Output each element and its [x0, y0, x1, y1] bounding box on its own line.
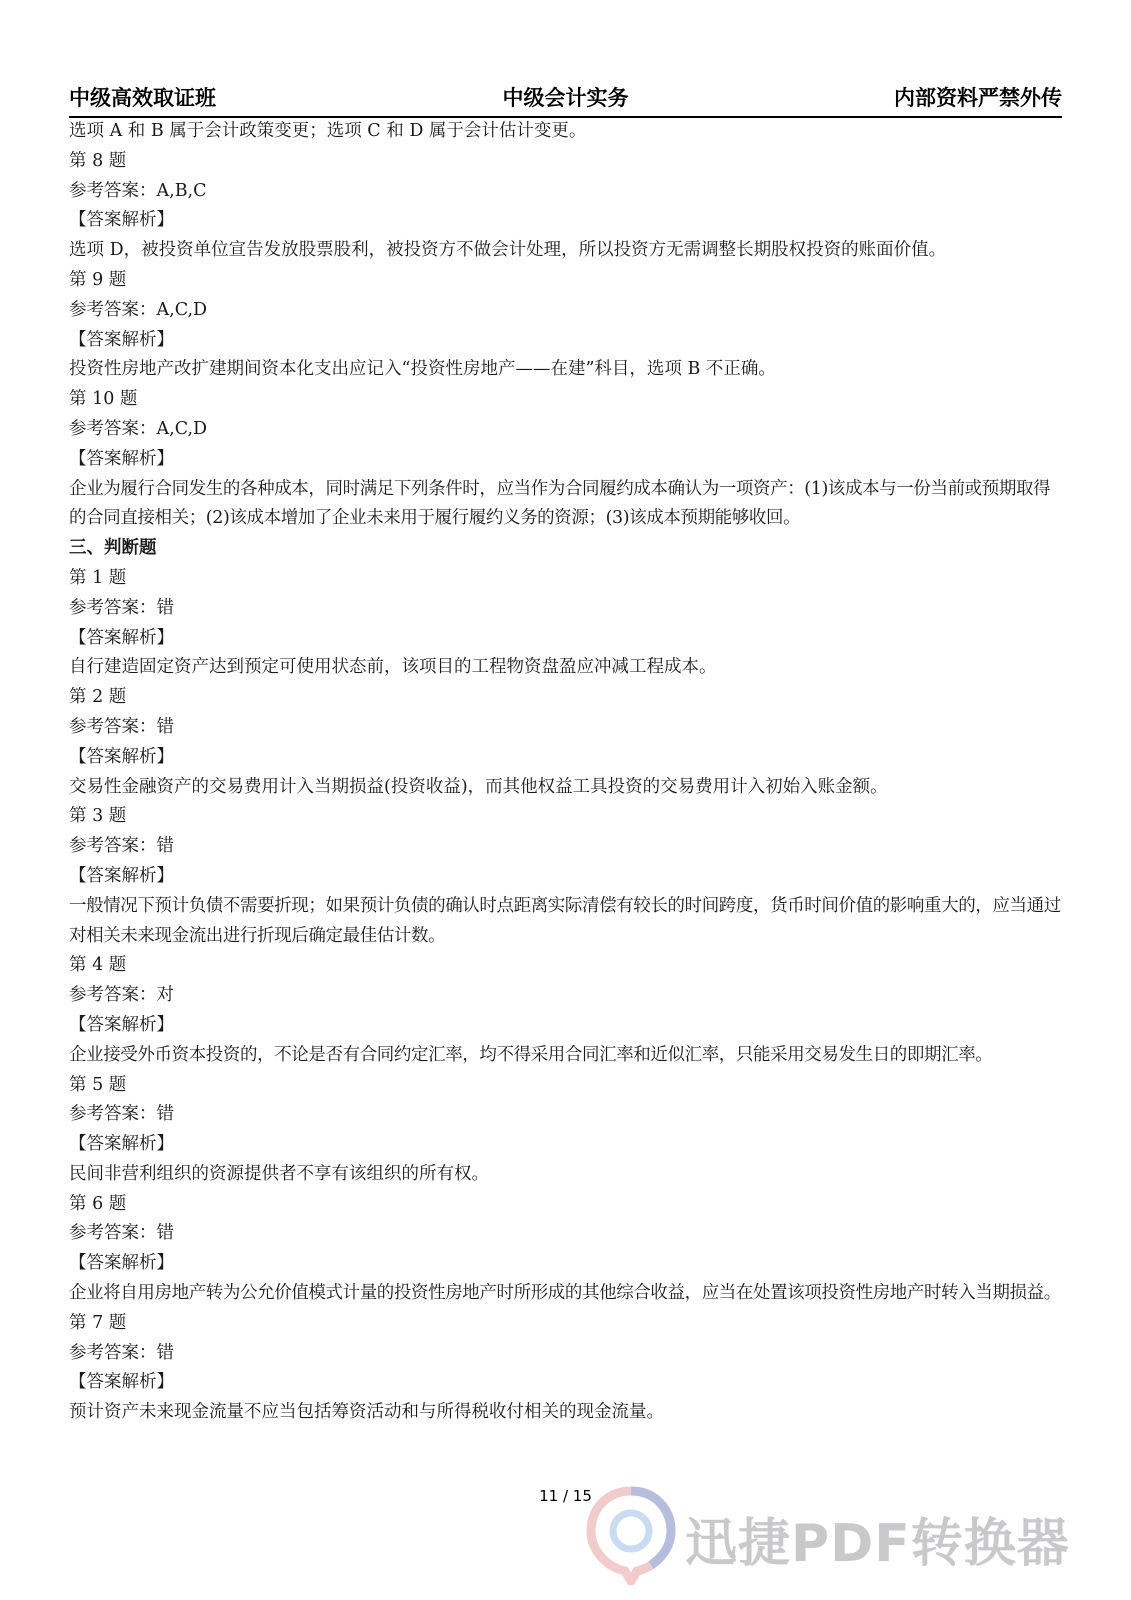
text-line: 第 2 题 — [69, 687, 127, 708]
text-line: 【答案解析】 — [69, 1014, 174, 1035]
text-line: 第 9 题 — [69, 269, 127, 290]
text-line: 第 10 题 — [69, 389, 138, 410]
text-line: 【答案解析】 — [69, 1134, 174, 1155]
text-line: 自行建造固定资产达到预定可使用状态前，该项目的工程物资盘盈应冲减工程成本。 — [69, 657, 717, 678]
text-line: 企业接受外币资本投资的，不论是否有合同约定汇率，均不得采用合同汇率和近似汇率，只能采用交易发生日的即期汇率。 — [69, 1044, 993, 1065]
text-line: 预计资产未来现金流量不应当包括筹资活动和与所得税收付相关的现金流量。 — [69, 1402, 664, 1423]
text-line: 第 7 题 — [69, 1312, 127, 1333]
text-line: 【答案解析】 — [69, 865, 174, 886]
text-line: 参考答案：错 — [69, 597, 174, 618]
text-line: 投资性房地产改扩建期间资本化支出应记入“投资性房地产——在建”科目，选项 B 不正确。 — [69, 359, 776, 380]
text-line: 第 8 题 — [69, 150, 127, 171]
watermark-text: 迅捷PDF转换器 — [685, 1514, 1070, 1574]
text-line: 参考答案：对 — [69, 985, 174, 1006]
page-header — [69, 80, 1062, 118]
text-line: 企业将自用房地产转为公允价值模式计量的投资性房地产时所形成的其他综合收益，应当在处置该项投资性房地产时转入当期损益。 — [69, 1283, 1061, 1304]
header-center-title: 中级会计实务 — [502, 86, 629, 110]
header-right-title: 内部资料严禁外传 — [894, 86, 1062, 110]
text-line: 【答案解析】 — [69, 746, 174, 767]
text-line: 参考答案：错 — [69, 1223, 174, 1244]
text-line: 选项 A 和 B 属于会计政策变更；选项 C 和 D 属于会计估计变更。 — [69, 121, 587, 141]
text-line: 参考答案：A,C,D — [69, 418, 208, 439]
text-line: 第 1 题 — [69, 567, 127, 588]
watermark — [585, 1485, 1115, 1590]
text-line: 【答案解析】 — [69, 627, 174, 648]
text-line: 第 3 题 — [69, 806, 127, 827]
text-line: 参考答案：错 — [69, 1104, 174, 1125]
text-line: 交易性金融资产的交易费用计入当期损益(投资收益)，而其他权益工具投资的交易费用计入初始入账金额。 — [69, 776, 888, 797]
header-left-title: 中级高效取证班 — [69, 86, 216, 110]
text-line: 第 4 题 — [69, 955, 127, 976]
text-line: 民间非营利组织的资源提供者不享有该组织的所有权。 — [69, 1163, 489, 1184]
text-line: 第 6 题 — [69, 1193, 127, 1214]
xunjie-pdf-logo-icon — [585, 1485, 677, 1585]
text-line: 【答案解析】 — [69, 1372, 174, 1393]
text-line: 【答案解析】 — [69, 329, 174, 350]
text-line: 【答案解析】 — [69, 448, 174, 469]
text-line: 第 5 题 — [69, 1074, 127, 1095]
text-line: 参考答案：A,B,C — [69, 180, 207, 201]
text-line: 选项 D，被投资单位宣告发放股票股利，被投资方不做会计处理，所以投资方无需调整长期股权投资的账面价值。 — [69, 240, 947, 261]
text-line: 参考答案：A,C,D — [69, 299, 208, 320]
section-heading: 三、判断题 — [69, 538, 157, 559]
text-line: 参考答案：错 — [69, 836, 174, 857]
text-line: 一般情况下预计负债不需要折现；如果预计负债的确认时点距离实际清偿有较长的时间跨度，货币时间价值的影响重大的，应当通过对相关未来现金流出进行折现后确定最佳估计数。 — [69, 895, 1061, 946]
text-line: 企业为履行合同发生的各种成本，同时满足下列条件时，应当作为合同履约成本确认为一项资产：(1)该成本与一份当前或预期取得的合同直接相关；(2)该成本增加了企业未来用于履行履约义务的资源；(3)该成本预期能够收回。 — [69, 478, 1051, 529]
text-line: 【答案解析】 — [69, 1253, 174, 1274]
text-line: 参考答案：错 — [69, 1342, 174, 1363]
text-line: 参考答案：错 — [69, 716, 174, 737]
document-body — [69, 117, 1065, 1428]
text-line: 【答案解析】 — [69, 210, 174, 231]
page-number: 11 / 15 — [539, 1487, 592, 1505]
